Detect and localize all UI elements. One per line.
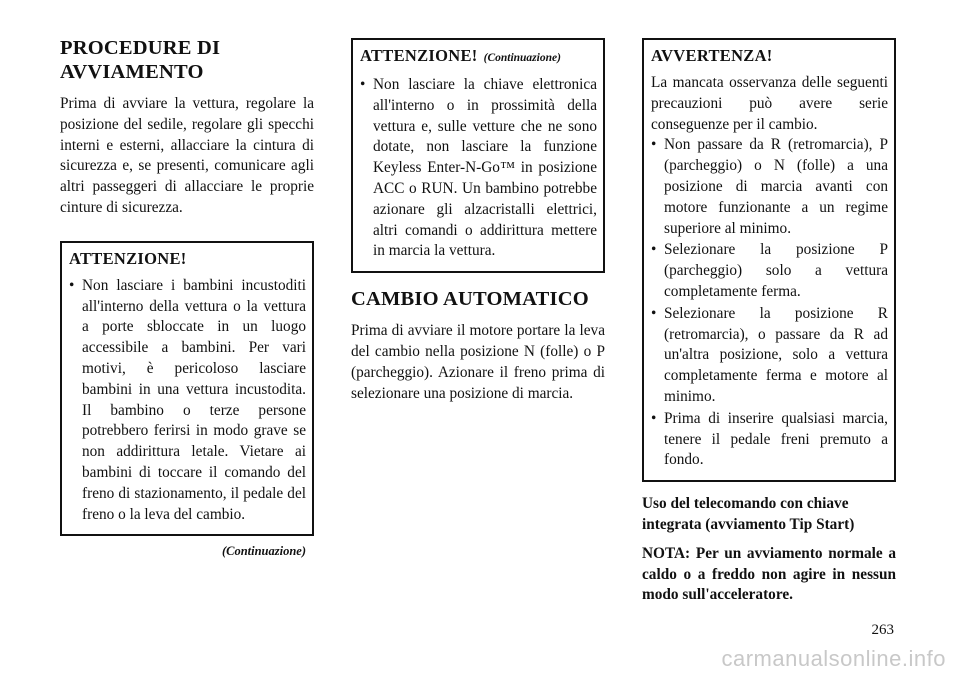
warning-title: ATTENZIONE! bbox=[69, 248, 187, 268]
bullet-icon: • bbox=[651, 136, 657, 154]
list-item bbox=[651, 240, 888, 302]
warning-title-text: ATTENZIONE! bbox=[360, 46, 478, 65]
bullet-icon: • bbox=[651, 409, 657, 427]
warning-box-continued bbox=[351, 38, 605, 273]
column-right bbox=[642, 38, 896, 606]
list-item-text: Non lasciare la chiave elettronica all'interno o in prossimità della vettura e, sulle vetture che ne sono dotate, non lasciare la funzione Keyless Enter-N-Go™ in posizione ACC o RUN. Un bambino potrebbe azionare gli alzacristalli elettrici, altri comandi o addirittura mettere in marcia la vettura. bbox=[373, 76, 597, 260]
caution-list bbox=[651, 135, 888, 471]
continuation-label: (Continuazione) bbox=[483, 52, 561, 64]
page-number: 263 bbox=[871, 622, 894, 638]
bullet-icon: • bbox=[69, 276, 75, 294]
caution-title: AVVERTENZA! bbox=[651, 46, 773, 65]
caution-box bbox=[642, 38, 896, 482]
list-item bbox=[651, 135, 888, 239]
subheading-tip-start: Uso del telecomando con chiave integrata (avviamento Tip Start) bbox=[642, 495, 855, 533]
bullet-icon: • bbox=[360, 76, 366, 93]
title-line-1: PROCEDURE DI bbox=[60, 37, 221, 59]
list-item-text: Non lasciare i bambini incustoditi all'interno della vettura o la vettura a porte sbloccate in un luogo accessibile a bambini. Per vari motivi, è pericoloso lasciare bambini in una vettura incustodita. Il bambino o terze persone potrebbero ferirsi in modo grave se non addirittura letale. Vietare ai bambini di toccare il comando del freno di stazionamento, il pedale del freno o la leva del cambio. bbox=[82, 276, 306, 523]
column-left bbox=[60, 36, 314, 559]
warning-box bbox=[60, 241, 314, 537]
list-item-text: Prima di inserire qualsiasi marcia, tenere il pedale freni premuto a fondo. bbox=[664, 409, 888, 469]
column-middle bbox=[351, 38, 605, 404]
list-item bbox=[651, 304, 888, 408]
bullet-icon: • bbox=[651, 241, 657, 259]
caution-intro: La mancata osservanza delle seguenti precauzioni può avere serie conseguenze per il cambio. bbox=[651, 74, 888, 133]
bullet-icon: • bbox=[651, 304, 657, 322]
note-paragraph: NOTA: Per un avviamento normale a caldo o a freddo non agire in nessun modo sull'acceleratore. bbox=[642, 544, 896, 604]
cambio-paragraph: Prima di avviare il motore portare la leva del cambio nella posizione N (folle) o P (parcheggio). Azionare il freno prima di selezionare una posizione di marcia. bbox=[351, 322, 605, 402]
warning-list bbox=[360, 75, 597, 262]
list-item bbox=[360, 75, 597, 262]
warning-list bbox=[69, 276, 306, 526]
list-item bbox=[651, 409, 888, 471]
watermark: carmanualsonline.info bbox=[721, 646, 946, 671]
title-line-2: AVVIAMENTO bbox=[60, 61, 204, 83]
section-title-cambio: CAMBIO AUTOMATICO bbox=[351, 288, 589, 311]
section-title-avviamento bbox=[60, 36, 314, 84]
list-item bbox=[69, 276, 306, 526]
warning-title-continued bbox=[360, 45, 597, 69]
list-item-text: Selezionare la posizione R (retromarcia), o passare da R ad un'altra posizione, solo a vettura completamente ferma e motore al minimo. bbox=[664, 304, 888, 405]
list-item-text: Selezionare la posizione P (parcheggio) solo a vettura completamente ferma. bbox=[664, 241, 888, 300]
continuation-note: (Continuazione) bbox=[221, 544, 306, 559]
intro-paragraph: Prima di avviare la vettura, regolare la posizione del sedile, regolare gli specchi interni e esterni, allacciare la cintura di sicurezza e, se presenti, comunicare agli altri passeggeri di allacciare le proprie cinture di sicurezza. bbox=[60, 95, 314, 216]
list-item-text: Non passare da R (retromarcia), P (parcheggio) o N (folle) a una posizione di marcia avanti con motore funzionante a un regime superiore al minimo. bbox=[664, 136, 888, 237]
